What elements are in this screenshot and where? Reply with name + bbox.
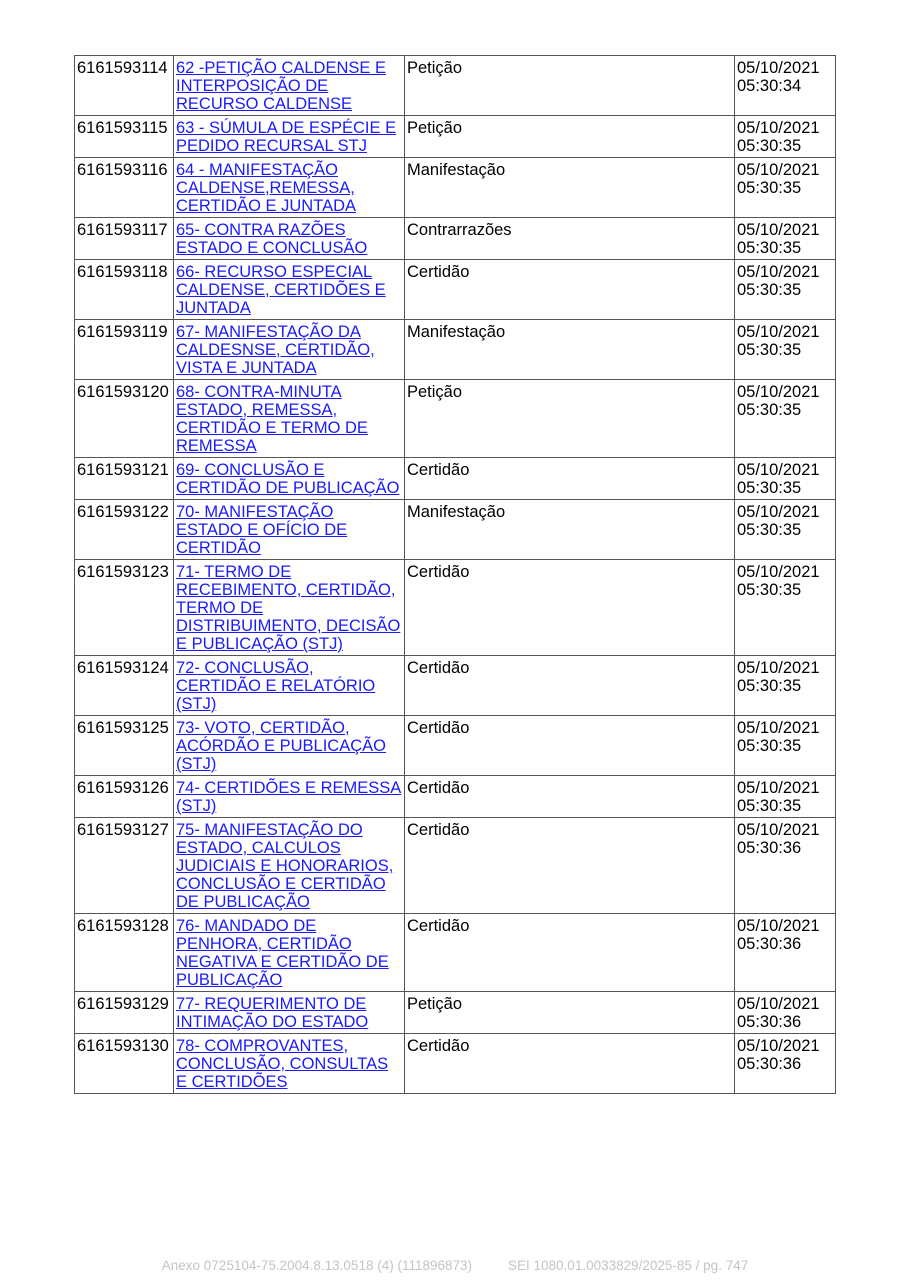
document-date-cell: 05/10/2021 05:30:35 [735,218,836,260]
document-link[interactable]: 71- TERMO DE RECEBIMENTO, CERTIDÃO, TERMO DE DISTRIBUIMENTO, DECISÃO E PUBLICAÇÃO (STJ) [176,563,401,653]
footer-annex: Anexo 0725104-75.2004.8.13.0518 (4) (111896873) [161,1258,473,1273]
document-type-cell: Certidão [405,656,735,716]
document-name-cell [174,1034,405,1094]
document-date-cell: 05/10/2021 05:30:36 [735,992,836,1034]
document-date-cell: 05/10/2021 05:30:35 [735,116,836,158]
document-date-cell: 05/10/2021 05:30:35 [735,158,836,218]
document-name-cell [174,914,405,992]
table-row [75,380,836,458]
document-name-cell [174,818,405,914]
document-name-cell [174,380,405,458]
document-name-cell [174,500,405,560]
document-link[interactable]: 65- CONTRA RAZÕES ESTADO E CONCLUSÃO [176,221,368,257]
document-type-cell: Manifestação [405,158,735,218]
document-link[interactable]: 75- MANIFESTAÇÃO DO ESTADO, CALCULOS JUDICIAIS E HONORARIOS, CONCLUSÃO E CERTIDÃO DE PUBLICAÇÃO [176,821,394,911]
document-id-cell: 6161593124 [75,656,174,716]
document-link[interactable]: 67- MANIFESTAÇÃO DA CALDESNSE, CERTIDÃO, VISTA E JUNTADA [176,323,375,377]
document-type-cell: Certidão [405,260,735,320]
footer-sei-reference: SEI 1080.01.0033829/2025-85 / pg. 747 [508,1258,749,1273]
document-type-cell: Certidão [405,818,735,914]
document-date-cell: 05/10/2021 05:30:35 [735,776,836,818]
document-date-cell: 05/10/2021 05:30:35 [735,716,836,776]
document-link[interactable]: 69- CONCLUSÃO E CERTIDÃO DE PUBLICAÇÃO [176,461,400,497]
document-date-cell: 05/10/2021 05:30:36 [735,818,836,914]
document-date-cell: 05/10/2021 05:30:35 [735,458,836,500]
document-link[interactable]: 78- COMPROVANTES, CONCLUSÃO, CONSULTAS E CERTIDÕES [176,1037,389,1091]
table-row [75,56,836,116]
document-type-cell: Certidão [405,560,735,656]
document-id-cell: 6161593117 [75,218,174,260]
document-name-cell [174,158,405,218]
document-date-cell: 05/10/2021 05:30:35 [735,380,836,458]
document-name-cell [174,656,405,716]
document-name-cell [174,458,405,500]
document-date-cell: 05/10/2021 05:30:36 [735,1034,836,1094]
document-type-cell: Manifestação [405,500,735,560]
table-row [75,560,836,656]
document-date-cell: 05/10/2021 05:30:34 [735,56,836,116]
document-name-cell [174,56,405,116]
document-id-cell: 6161593116 [75,158,174,218]
document-link[interactable]: 64 - MANIFESTAÇÃO CALDENSE,REMESSA, CERTIDÃO E JUNTADA [176,161,356,215]
table-row [75,992,836,1034]
document-date-cell: 05/10/2021 05:30:36 [735,914,836,992]
document-id-cell: 6161593130 [75,1034,174,1094]
documents-table-body [75,56,836,1094]
documents-table [74,55,836,1094]
document-name-cell [174,716,405,776]
table-row [75,716,836,776]
document-name-cell [174,260,405,320]
document-type-cell: Certidão [405,914,735,992]
table-row [75,656,836,716]
document-name-cell [174,992,405,1034]
document-id-cell: 6161593127 [75,818,174,914]
document-type-cell: Certidão [405,458,735,500]
table-row [75,1034,836,1094]
document-id-cell: 6161593119 [75,320,174,380]
document-type-cell: Contrarrazões [405,218,735,260]
document-id-cell: 6161593118 [75,260,174,320]
table-row [75,914,836,992]
document-date-cell: 05/10/2021 05:30:35 [735,560,836,656]
table-row [75,218,836,260]
document-id-cell: 6161593128 [75,914,174,992]
table-row [75,776,836,818]
table-row [75,818,836,914]
document-id-cell: 6161593125 [75,716,174,776]
document-name-cell [174,218,405,260]
document-link[interactable]: 68- CONTRA-MINUTA ESTADO, REMESSA, CERTIDÃO E TERMO DE REMESSA [176,383,368,455]
document-link[interactable]: 70- MANIFESTAÇÃO ESTADO E OFÍCIO DE CERTIDÃO [176,503,348,557]
document-id-cell: 6161593122 [75,500,174,560]
document-type-cell: Certidão [405,716,735,776]
document-type-cell: Manifestação [405,320,735,380]
document-id-cell: 6161593126 [75,776,174,818]
document-link[interactable]: 72- CONCLUSÃO, CERTIDÃO E RELATÓRIO (STJ) [176,659,376,713]
document-name-cell [174,116,405,158]
table-row [75,260,836,320]
document-link[interactable]: 73- VOTO, CERTIDÃO, ACÓRDÃO E PUBLICAÇÃO (STJ) [176,719,386,773]
document-type-cell: Petição [405,116,735,158]
document-date-cell: 05/10/2021 05:30:35 [735,500,836,560]
document-name-cell [174,776,405,818]
document-id-cell: 6161593114 [75,56,174,116]
document-link[interactable]: 62 -PETIÇÃO CALDENSE E INTERPOSIÇÃO DE RECURSO CALDENSE [176,59,386,113]
table-row [75,116,836,158]
document-type-cell: Petição [405,56,735,116]
table-row [75,158,836,218]
document-id-cell: 6161593121 [75,458,174,500]
table-row [75,320,836,380]
table-row [75,500,836,560]
page-footer [0,1258,910,1273]
document-name-cell [174,560,405,656]
document-id-cell: 6161593129 [75,992,174,1034]
document-date-cell: 05/10/2021 05:30:35 [735,260,836,320]
document-date-cell: 05/10/2021 05:30:35 [735,656,836,716]
document-id-cell: 6161593115 [75,116,174,158]
document-id-cell: 6161593120 [75,380,174,458]
document-link[interactable]: 77- REQUERIMENTO DE INTIMAÇÃO DO ESTADO [176,995,369,1031]
document-link[interactable]: 66- RECURSO ESPECIAL CALDENSE, CERTIDÕES E JUNTADA [176,263,386,317]
document-type-cell: Certidão [405,776,735,818]
document-link[interactable]: 63 - SÚMULA DE ESPÉCIE E PEDIDO RECURSAL STJ [176,119,397,155]
document-name-cell [174,320,405,380]
document-type-cell: Petição [405,992,735,1034]
document-id-cell: 6161593123 [75,560,174,656]
table-row [75,458,836,500]
document-link[interactable]: 76- MANDADO DE PENHORA, CERTIDÃO NEGATIVA E CERTIDÃO DE PUBLICAÇÃO [176,917,389,989]
document-type-cell: Certidão [405,1034,735,1094]
document-type-cell: Petição [405,380,735,458]
document-date-cell: 05/10/2021 05:30:35 [735,320,836,380]
document-link[interactable]: 74- CERTIDÕES E REMESSA (STJ) [176,779,402,815]
